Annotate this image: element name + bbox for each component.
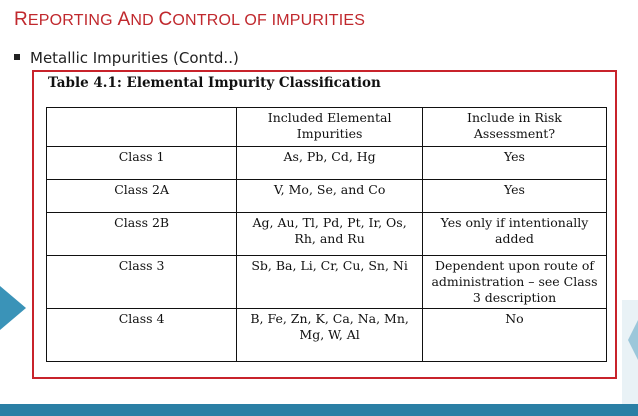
risk-cell: Yes [422, 180, 606, 213]
table-row [47, 180, 607, 213]
class-cell: Class 3 [47, 256, 237, 309]
class-cell: Class 2A [47, 180, 237, 213]
table-figure [32, 70, 617, 379]
square-bullet-icon [14, 54, 20, 60]
class-cell: Class 4 [47, 309, 237, 362]
title-cap-2: A [117, 9, 131, 30]
title-cap-3: C [158, 9, 173, 30]
table-header-row [47, 108, 607, 147]
impurity-classification-table [46, 107, 607, 362]
bullet-item [14, 49, 239, 67]
table-row [47, 147, 607, 180]
class-cell: Class 1 [47, 147, 237, 180]
table-row [47, 309, 607, 362]
header-risk: Include in Risk Assessment? [422, 108, 606, 147]
table-row [47, 256, 607, 309]
right-edge-decoration [622, 300, 638, 404]
impurities-cell: Ag, Au, Tl, Pd, Pt, Ir, Os, Rh, and Ru [237, 213, 423, 256]
impurities-cell: As, Pb, Cd, Hg [237, 147, 423, 180]
table-caption: Table 4.1: Elemental Impurity Classification [48, 75, 381, 91]
impurities-cell: V, Mo, Se, and Co [237, 180, 423, 213]
header-impurities: Included Elemental Impurities [237, 108, 423, 147]
risk-cell: Yes only if intentionally added [422, 213, 606, 256]
bullet-text: Metallic Impurities (Contd..) [30, 49, 239, 67]
impurities-cell: Sb, Ba, Li, Cr, Cu, Sn, Ni [237, 256, 423, 309]
slide-title [14, 9, 365, 31]
risk-cell: No [422, 309, 606, 362]
title-rest-3: ONTROL OF IMPURITIES [172, 12, 366, 29]
title-rest-1: EPORTING [27, 12, 118, 29]
bottom-accent-bar [0, 404, 638, 416]
risk-cell: Dependent upon route of administration – see Class 3 description [422, 256, 606, 309]
left-arrow-decoration [0, 286, 26, 330]
class-cell: Class 2B [47, 213, 237, 256]
table-row [47, 213, 607, 256]
impurities-cell: B, Fe, Zn, K, Ca, Na, Mn, Mg, W, Al [237, 309, 423, 362]
title-rest-2: ND [130, 12, 159, 29]
risk-cell: Yes [422, 147, 606, 180]
title-cap-1: R [14, 9, 28, 30]
header-class [47, 108, 237, 147]
